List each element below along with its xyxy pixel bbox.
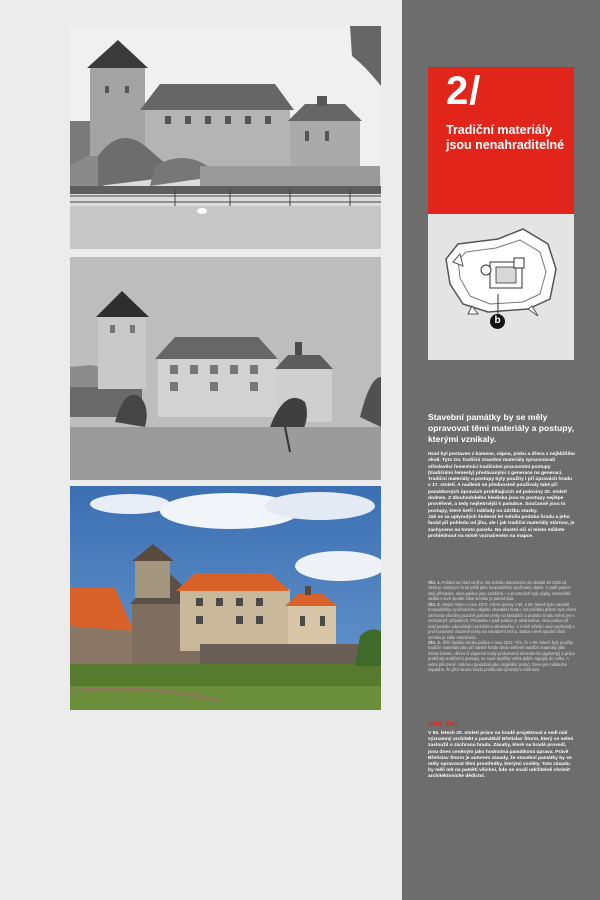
body-paragraph: Hrad byl postaven z kamene, vápna, písku a dřeva z nejbližšího okolí. Tyto tzv. tradiční stavební materiály zpracovávali středověcí řemeslníci tradičními pracovními postupy (tradičními řemesly) předávanými z generace na generaci. Tradiční materiály a postupy byly použity i při úpravách hradu v 17. století. A nadlesti se přednostně používaly také při památkových úpravách probíhajících od poloviny 20. století dodnes. Z dlouhodobého hlediska jsou to postupy nejlépe prověřené, a tedy nejšetrnější k památce. Současně jsou to postupy, které šetří i náklady na údržbu stavby. <box>428 452 576 514</box>
photo-castle-old <box>70 26 381 249</box>
caption-3: Obr. 3. Jižní fasáda zámku paláce v roce 2012. Tím, že v 50. letech byly použity tradiční materiály jako při stavbě hradu (tedy ověřené tradiční materiály jako místní kámen, dřevo či vápenné malty probarvené minerálními pigmenty) a práce probíhaly tradičními postupy, se nové doplňky velmi dobře zapojily do celku. A velmi přirozeně i stárnou (podobně jako originální prvky). Dnes jen málokoho napadne, že jižní strana hradu prošla tak výraznými změnami. <box>428 639 575 673</box>
photo-castle-1973 <box>70 257 381 480</box>
lead-text: Stavební památky by se měly opravovat těmi materiály a postupy, kterými vznikaly. <box>428 412 574 444</box>
did-you-know-heading: Víte, že? <box>428 719 459 728</box>
body-paragraph-extra: Jak se za uplynulých šedesát let měnila podoba hradu a jeho fasád při pohledu od jihu, ale i jak tradiční materiály stárnou, je zachyceno na tomto panelu. Na vlastní oči si místo můžete prohlédnout na místě vyznačeném na mapce. <box>428 514 575 539</box>
panel-heading-box <box>428 67 574 214</box>
body-text <box>428 452 576 540</box>
caption-2: Obr. 2. Stejné místo v roce 1973. Cílem úpravy v 50. a 60. letech bylo navrátit hospodářsky využívanému objektu charakter hradu. Od počátku přitom bylo cílem zachovat všechny pozdně gotické prvky na fasádách a podobu hradu měnit jen v nezbytných případech. Přístavba v patě paláce je odstraněna, okna paláce již mají podobu odpovídající pozdnímu středověku. V místě střešní vaze pozůstalý v první polovině osazené prvky na navrácení vrchu. Staba v levé spodní části snímku je stále nedotčená. <box>428 601 576 640</box>
castle-plan-map <box>428 214 574 360</box>
plan-marker: b <box>490 314 505 329</box>
caption-1: Obr. 1. Pohled na hrad od jihu. Na snímku datovaném do období let 1920 až 1940 je zachycen hrad ještě jako hospodářský využívaný objekt. V patě paláce stojí přístavba, okna paláce jsou zazděná – v prostorách byly sýpky, stanoviště sadba v levé spodní části snímku je patrná lípa. <box>428 580 571 602</box>
captions <box>428 580 576 673</box>
panel-number: 2/ <box>446 69 482 113</box>
did-you-know-text: V 50. letech 20. století práce na hradě projektoval a vedl náš významný architekt a památkář Břetislav Štorm, který se velmi zasloužil o záchranu hradu. Zásahy, které na hradě provedl, jsou dnes ceněným jako hodnotná památková úprava. Právě Břetislav Štorm je autorem zásady, že stavební památky by se měly opravovat těmi prostředky, kterými vznikly. Tuto zásadu by měli mít na paměti všichni, kdo se snaží udržitelně chránit architektonické dědictví. <box>428 731 574 780</box>
photo-castle-2012 <box>70 486 381 710</box>
panel-title: Tradiční materiály jsou nenahraditelné <box>446 123 565 152</box>
